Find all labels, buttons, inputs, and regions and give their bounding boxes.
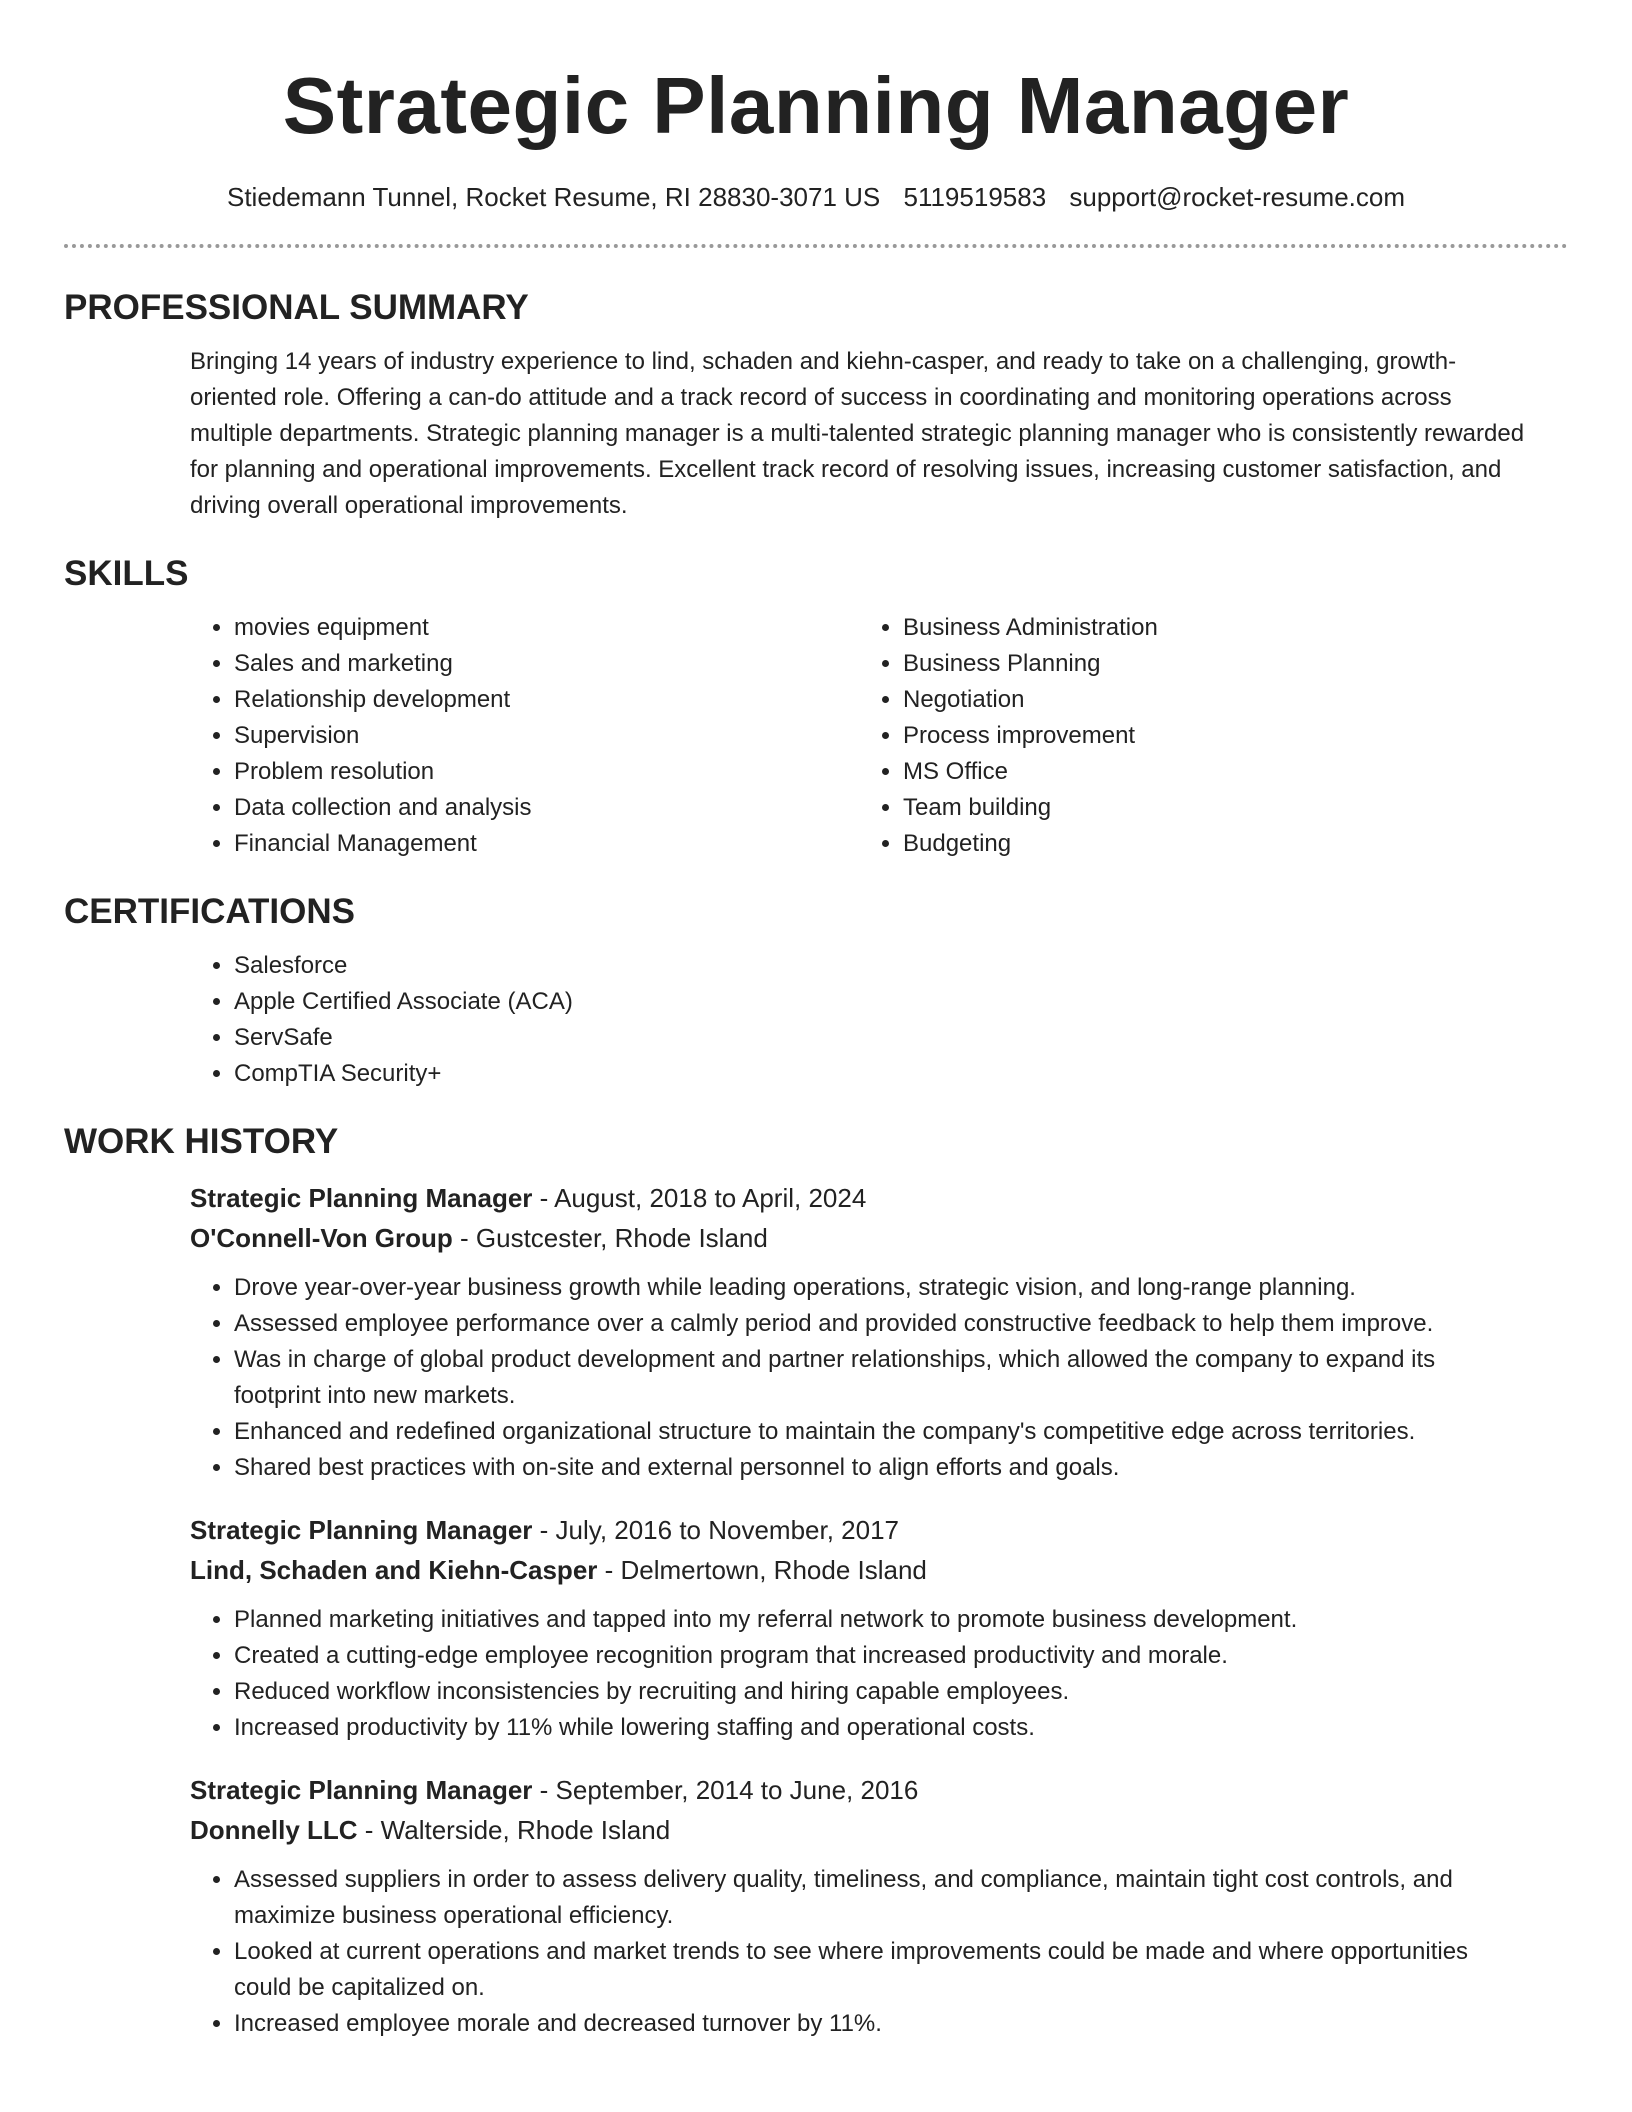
job-dates: - July, 2016 to November, 2017 [532,1515,900,1545]
summary-text: Bringing 14 years of industry experience to lind, schaden and kiehn-casper, and ready to take on a challenging, growth-oriented role. Offering a can-do attitude and a track record of success in coordinating and monitoring operations across multiple departments. Strategic planning manager is a multi-talented strategic planning manager who is consistently rewarded for planning and operational improvements. Excellent track record of resolving issues, increasing customer satisfaction, and driving overall operational improvements. [190,348,1525,519]
job-bullet: • Shared best practices with on-site and external personnel to align efforts and goals. [234,1450,1528,1486]
job-bullet: • Increased productivity by 11% while lowering staffing and operational costs. [234,1710,1528,1746]
skill-item: • Supervision [234,718,859,754]
job-bullet: • Assessed employee performance over a calmly period and provided constructive feedback to help them improve. [234,1306,1528,1342]
job-bullets [190,1270,1528,1486]
job-bullet: • Drove year-over-year business growth while leading operations, strategic vision, and long-range planning. [234,1270,1528,1306]
job-bullet: • Reduced workflow inconsistencies by recruiting and hiring capable employees. [234,1674,1528,1710]
summary-section [64,286,1568,524]
job-bullet: • Increased employee morale and decreased turnover by 11%. [234,2006,1528,2042]
skills-list-left [190,610,859,862]
certifications-heading: CERTIFICATIONS [64,892,356,931]
skill-item: • Data collection and analysis [234,790,859,826]
job-company: Donnelly LLC [190,1815,358,1845]
skill-item: • Sales and marketing [234,646,859,682]
job-company: O'Connell-Von Group [190,1223,453,1253]
skills-list-right [859,610,1528,862]
job-bullet: • Assessed suppliers in order to assess delivery quality, timeliness, and compliance, maintain tight cost controls, and maximize business operational efficiency. [234,1862,1528,1934]
skills-heading: SKILLS [64,554,189,593]
job-location: - Delmertown, Rhode Island [597,1555,927,1585]
job-bullet: • Enhanced and redefined organizational structure to maintain the company's competitive edge across territories. [234,1414,1528,1450]
job-title: Strategic Planning Manager [190,1515,533,1545]
summary-heading: PROFESSIONAL SUMMARY [64,288,529,327]
header-divider [64,244,1568,248]
skill-item: • Business Administration [903,610,1528,646]
skill-item: • Relationship development [234,682,859,718]
skill-item: • MS Office [903,754,1528,790]
skill-item: • Process improvement [903,718,1528,754]
certification-item: • Salesforce [234,948,1528,984]
job-bullet: • Created a cutting-edge employee recognition program that increased productivity and morale. [234,1638,1528,1674]
contact-email: support@rocket-resume.com [1069,182,1406,212]
skill-item: • Financial Management [234,826,859,862]
job-bullet: • Was in charge of global product development and partner relationships, which allowed the company to expand its footprint into new markets. [234,1342,1528,1414]
job-title-line [190,1178,1528,1218]
skills-section [64,552,1568,862]
certifications-section [64,890,1568,1092]
skill-item: • Business Planning [903,646,1528,682]
certification-item: • Apple Certified Associate (ACA) [234,984,1528,1020]
contact-address: Stiedemann Tunnel, Rocket Resume, RI 28830-3071 US [226,182,881,212]
job-bullets [190,1602,1528,1746]
skill-item: • Problem resolution [234,754,859,790]
certification-item: • ServSafe [234,1020,1528,1056]
contact-phone: 5119519583 [903,182,1047,212]
skills-columns [190,610,1528,862]
job-location: - Gustcester, Rhode Island [452,1223,768,1253]
job-title: Strategic Planning Manager [190,1775,533,1805]
job-bullet: • Planned marketing initiatives and tapped into my referral network to promote business development. [234,1602,1528,1638]
job-bullets [190,1862,1528,2042]
job-location: - Walterside, Rhode Island [357,1815,671,1845]
resume-title: Strategic Planning Manager [282,61,1350,150]
job-company-line [190,1550,1528,1590]
job-dates: - August, 2018 to April, 2024 [532,1183,867,1213]
work-history-heading: WORK HISTORY [64,1122,339,1161]
skill-item: • Budgeting [903,826,1528,862]
job-company: Lind, Schaden and Kiehn-Casper [190,1555,598,1585]
job-entry [190,1770,1528,2042]
job-title-line [190,1510,1528,1550]
job-company-line [190,1218,1528,1258]
job-title: Strategic Planning Manager [190,1183,533,1213]
contact-line [64,180,1568,214]
skill-item: • Team building [903,790,1528,826]
job-bullet: • Looked at current operations and market trends to see where improvements could be made and where opportunities could be capitalized on. [234,1934,1528,2006]
job-entry [190,1178,1528,1486]
certifications-list [190,948,1528,1092]
job-company-line [190,1810,1528,1850]
skill-item: • movies equipment [234,610,859,646]
job-dates: - September, 2014 to June, 2016 [532,1775,919,1805]
certification-item: • CompTIA Security+ [234,1056,1528,1092]
work-history-section [64,1120,1568,2042]
job-title-line [190,1770,1528,1810]
job-entry [190,1510,1528,1746]
skill-item: • Negotiation [903,682,1528,718]
